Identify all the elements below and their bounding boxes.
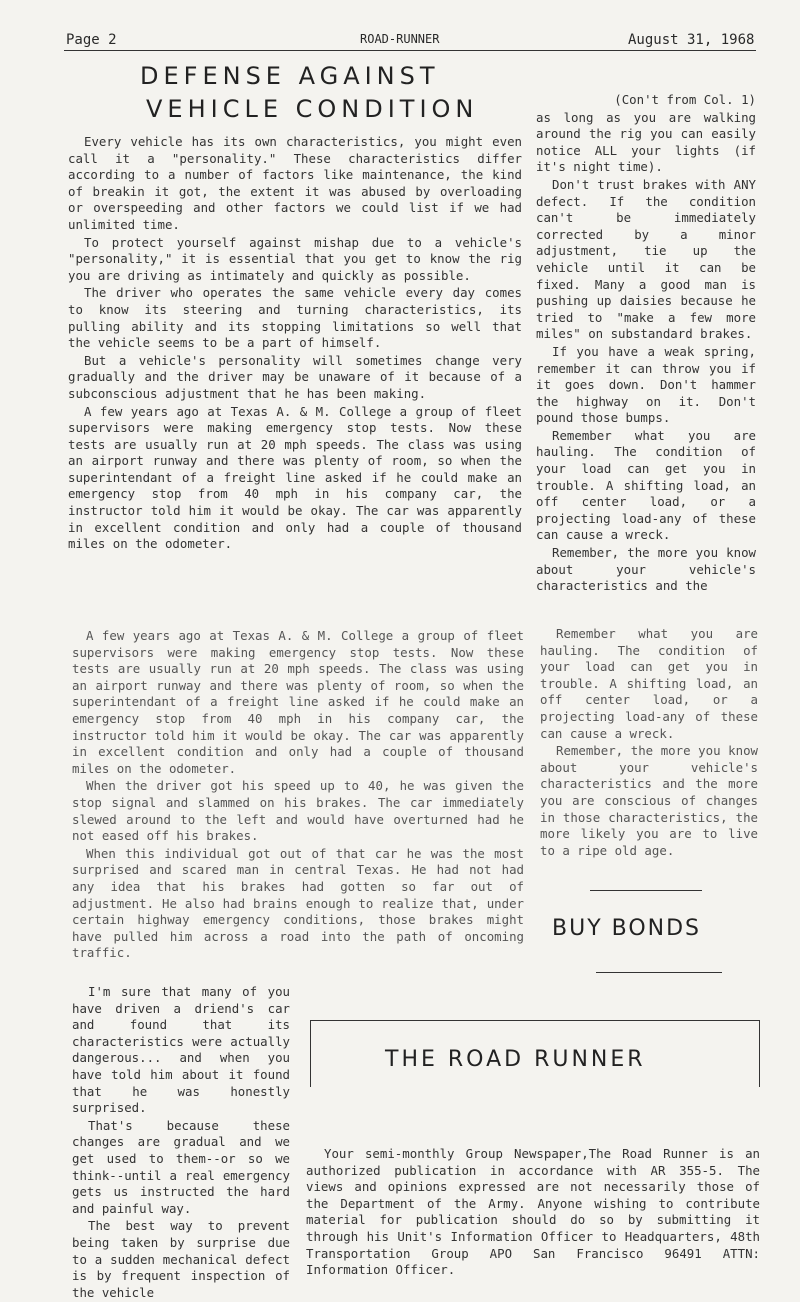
masthead-paragraph: Your semi-monthly Group Newspaper,The Road Runner is an authorized publication in accordance with AR 355-5. The views and opinions expressed are not necessarily those of the Department of the Army. Anyone wishing to contribute material for publication should do so by submitting it through his Unit's Information Officer to Headquarters, 48th Transportation Group APO San Francisco 96491 ATTN: Information Officer.	[306, 1146, 760, 1278]
paragraph: If you have a weak spring, remember it can throw you if it goes down. Don't hammer the highway on it. Don't pound those bumps.	[536, 343, 756, 426]
header-rule	[64, 50, 756, 51]
page-number: Page 2	[66, 32, 117, 48]
paragraph: That's because these changes are gradual and we get used to them--or so we think--until a real emergency gets us instructed the hard and painful way.	[72, 1117, 290, 1216]
paragraph: Remember, the more you know about your vehicle's characteristics and the more you are conscious of changes in those characteristics, the more likely you are to live to a ripe old age.	[540, 743, 758, 858]
article-column-1-bottom	[72, 984, 290, 1302]
continued-note: (Con't from Col. 1)	[614, 92, 756, 107]
paragraph: Every vehicle has its own characteristics, you might even call it a "personality." These characteristics differ according to a number of factors like maintenance, the kind of breakin it got, the extent it was abused by overloading or overspeeding and other factors we could list if we had unlimited time.	[68, 134, 522, 232]
paragraph: I'm sure that many of you have driven a driend's car and found that its characteristics were actually dangerous... and when you have told him about it found that he was honestly surprised.	[72, 984, 290, 1116]
paragraph: Don't trust brakes with ANY defect. If the condition can't be immediately corrected by a minor adjustment, tie up the vehicle until it can be fixed. Many a good man is pushing up daisies because he tried to "make a few more miles" on substandard brakes.	[536, 176, 756, 342]
issue-date: August 31, 1968	[628, 32, 755, 48]
paragraph: Remember what you are hauling. The condition of your load can get you in trouble. A shifting load, an off center load, or a projecting load-any of these can cause a wreck.	[536, 427, 756, 543]
divider-rule	[590, 890, 702, 891]
article-column-2-top	[536, 92, 756, 596]
paragraph: The driver who operates the same vehicle every day comes to know its steering and turning characteristics, its pulling ability and its stopping limitations so well that the vehicle seems to be a part of himself.	[68, 285, 522, 351]
buy-bonds-notice: BUY BONDS	[552, 916, 702, 941]
paragraph: The best way to prevent being taken by surprise due to a sudden mechanical defect is by frequent inspection of the vehicle	[72, 1218, 290, 1300]
paragraph: A few years ago at Texas A. & M. College a group of fleet supervisors were making emergency stop tests. Now these tests are usually run at 20 mph speeds. The class was using an airport runway and there was plenty of room, so when the superintendant of a freight line asked if he could make an emergency stop from 40 mph in his company car, the instructor told him it would be okay. The car was apparently in excellent condition and only had a couple of thousand miles on the odometer.	[68, 403, 522, 552]
masthead-box	[310, 1020, 760, 1087]
paragraph: Remember what you are hauling. The condition of your load can get you in trouble. A shifting load, an off center load, or a projecting load-any of these can cause a wreck.	[540, 626, 758, 741]
paragraph: Remember, the more you know about your vehicle's characteristics and the	[536, 545, 756, 594]
article-title-line-2: VEHICLE CONDITION	[146, 95, 479, 123]
paragraph: When the driver got his speed up to 40, he was given the stop signal and slammed on his brakes. The car immediately slewed around to the left and would have overturned had he not eased off his brakes.	[72, 778, 524, 844]
article-title-line-1: DEFENSE AGAINST	[140, 62, 440, 90]
article-column-1-middle	[72, 628, 524, 963]
header-paper-title: ROAD-RUNNER	[360, 32, 440, 46]
page-header	[0, 28, 800, 52]
divider-rule	[596, 972, 722, 973]
masthead-notice	[306, 1146, 760, 1279]
paragraph: To protect yourself against mishap due to a vehicle's "personality," it is essential that you get to know the rig you are driving as intimately and quickly as possible.	[68, 234, 522, 283]
article-column-1-top	[68, 134, 522, 554]
article-column-2-bottom	[540, 626, 758, 860]
paragraph: But a vehicle's personality will sometimes change very gradually and the driver may be unaware of it because of a subconscious adjustment that he has been making.	[68, 352, 522, 401]
paragraph: as long as you are walking around the rig you can easily notice ALL your lights (if it's night time).	[536, 109, 756, 175]
article-title	[140, 60, 479, 126]
paragraph: When this individual got out of that car he was the most surprised and scared man in central Texas. He had not had any idea that his brakes had gotten so far out of adjustment. He also had brains enough to realize that, under certain highway emergency conditions, those brakes might have pulled him across a road into the path of oncoming traffic.	[72, 845, 524, 961]
paragraph: A few years ago at Texas A. & M. College a group of fleet supervisors were making emergency stop tests. Now these tests are usually run at 20 mph speeds. The class was using an airport runway and there was plenty of room, so when the superintendant of a freight line asked if he could make an emergency stop from 40 mph in his company car, the instructor told him it would be okay. The car was apparently in excellent condition and only had a couple of thousand miles on the odometer.	[72, 628, 524, 776]
masthead-title: THE ROAD RUNNER	[385, 1047, 646, 1072]
